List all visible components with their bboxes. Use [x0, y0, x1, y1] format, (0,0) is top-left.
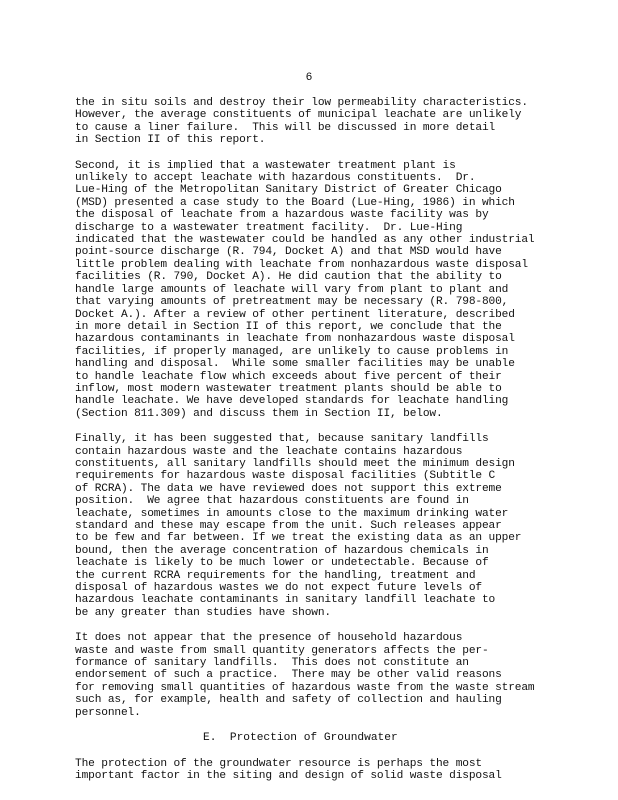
section-heading: E. Protection of Groundwater	[203, 732, 398, 745]
paragraph-household-waste: It does not appear that the presence of household hazardous waste and waste from small quantity generators affects the per- formance of sanitary landfills. This does not constitute an endorsement of such a practice. There may be other valid reasons for removing small quantities of hazardous waste from the waste stream such as, for example, health and safety of collection and hauling personnel.	[75, 632, 535, 719]
paragraph-groundwater: The protection of the groundwater resource is perhaps the most important factor in the siting and design of solid waste disposal	[75, 757, 502, 782]
paragraph-sanitary-landfills: Finally, it has been suggested that, because sanitary landfills contain hazardous waste and the leachate contains hazardous constituents, all sanitary landfills should meet the minimum design requirements for hazardous waste disposal facilities (Subtitle C of RCRA). The data we have reviewed does not support this extreme position. We agree that hazardous constituents are found in leachate, sometimes in amounts close to the maximum drinking water standard and these may escape from the unit. Such releases appear to be few and far between. If we treat the existing data as an upper bound, then the average concentration of hazardous chemicals in leachate is likely to be much lower or undetectable. Because of the current RCRA requirements for the handling, treatment and disposal of hazardous wastes we do not expect future levels of hazardous leachate contaminants in sanitary landfill leachate to be any greater than studies have shown.	[75, 433, 522, 619]
page-number: 6	[305, 72, 313, 84]
paragraph-wastewater-treatment: Second, it is implied that a wastewater treatment plant is unlikely to accept leachate with hazardous constituents. Dr. Lue-Hing of the Metropolitan Sanitary District of Greater Chicago (MSD) presented a case study to the Board (Lue-Hing, 1986) in which the disposal of leachate from a hazardous waste facility was by discharge to a wastewater treatment facility. Dr. Lue-Hing indicated that the wastewater could be handled as any other industrial point-source discharge (R. 794, Docket A) and that MSD would have little problem dealing with leachate from nonhazardous waste disposal facilities (R. 790, Docket A). He did caution that the ability to handle large amounts of leachate will vary from plant to plant and that varying amounts of pretreatment may be necessary (R. 798-800, Docket A.). After a review of other pertinent literature, described in more detail in Section II of this report, we conclude that the hazardous contaminants in leachate from nonhazardous waste disposal facilities, if properly managed, are unlikely to cause problems in handling and disposal. While some smaller facilities may be unable to handle leachate flow which exceeds about five percent of their inflow, most modern wastewater treatment plants should be able to handle leachate. We have developed standards for leachate handling (Section 811.309) and discuss them in Section II, below.	[75, 159, 535, 420]
body-text	[75, 97, 555, 795]
paragraph-liner-failure: the in situ soils and destroy their low permeability characteristics. However, the average constituents of municipal leachate are unlikely to cause a liner failure. This will be discussed in more detail in Section II of this report.	[75, 97, 528, 147]
